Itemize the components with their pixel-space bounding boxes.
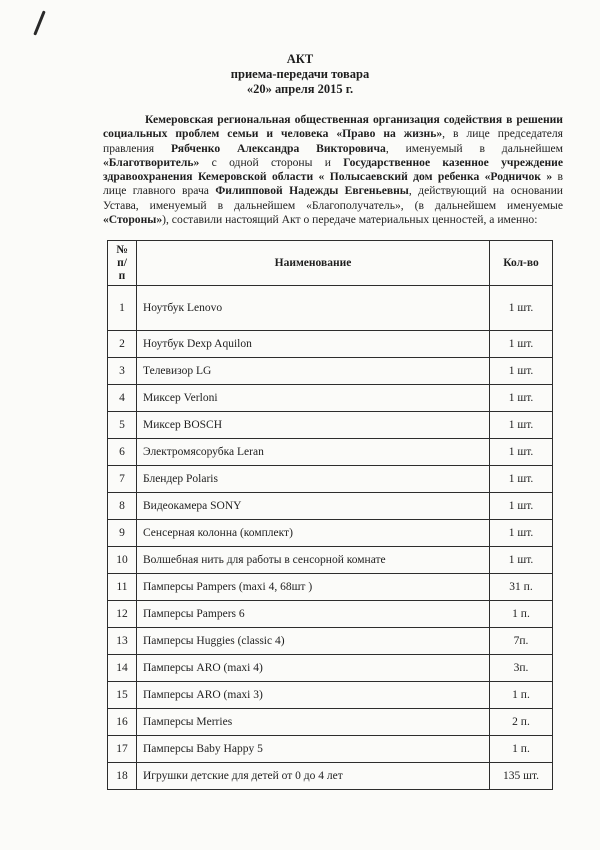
row-name: Видеокамера SONY: [137, 493, 490, 520]
row-num: 14: [108, 655, 137, 682]
row-qty: 31 п.: [490, 574, 553, 601]
row-name: Игрушки детские для детей от 0 до 4 лет: [137, 763, 490, 790]
document-title: АКТ: [286, 52, 314, 66]
row-qty: 1 шт.: [490, 286, 553, 331]
header-num: № п/п: [108, 241, 137, 286]
intro-segment: с одной стороны и: [199, 155, 344, 169]
row-num: 10: [108, 547, 137, 574]
row-qty: 7п.: [490, 628, 553, 655]
row-name: Электромясорубка Leran: [137, 439, 490, 466]
row-qty: 2 п.: [490, 709, 553, 736]
table-row: [108, 466, 553, 493]
table-row: [108, 574, 553, 601]
row-num: 13: [108, 628, 137, 655]
row-name: Памперсы Pampers (maxi 4, 68шт ): [137, 574, 490, 601]
row-qty: 1 шт.: [490, 385, 553, 412]
row-name: Телевизор LG: [137, 358, 490, 385]
table-row: [108, 358, 553, 385]
row-qty: 1 п.: [490, 601, 553, 628]
table-row: [108, 655, 553, 682]
row-num: 17: [108, 736, 137, 763]
row-name: Памперсы Baby Happy 5: [137, 736, 490, 763]
row-name: Ноутбук Lenovo: [137, 286, 490, 331]
row-num: 12: [108, 601, 137, 628]
table-row: [108, 763, 553, 790]
intro-segment: , в лице председателя правления: [103, 127, 563, 155]
row-name: Миксер Verloni: [137, 385, 490, 412]
table-row: [108, 493, 553, 520]
row-name: Сенсерная колонна (комплект): [137, 520, 490, 547]
intro-segment: , именуемый в дальнейшем: [385, 141, 563, 155]
row-qty: 135 шт.: [490, 763, 553, 790]
intro-segment: Кемеровская региональная общественная организация содействия в решении социальных проблем семьи и человека «Право на жизнь»: [103, 113, 563, 141]
row-qty: 1 шт.: [490, 412, 553, 439]
row-qty: 1 шт.: [490, 358, 553, 385]
table-row: [108, 601, 553, 628]
row-name: Памперсы Pampers 6: [137, 601, 490, 628]
row-num: 16: [108, 709, 137, 736]
row-name: Блендер Polaris: [137, 466, 490, 493]
row-name: Миксер BOSCH: [137, 412, 490, 439]
intro-segment: ), составили настоящий Акт о передаче материальных ценностей, а именно:: [162, 213, 538, 227]
table-row: [108, 439, 553, 466]
row-name: Ноутбук Dexp Aquilon: [137, 331, 490, 358]
document-date: «20» апреля 2015 г.: [246, 82, 354, 96]
row-name: Волшебная нить для работы в сенсорной комнате: [137, 547, 490, 574]
intro-segment: Государственное казенное учреждение здравоохранения Кемеровской области « Полысаевский дом ребенка «Родничок »: [103, 155, 563, 184]
table-row: [108, 736, 553, 763]
row-qty: 1 шт.: [490, 493, 553, 520]
row-name: Памперсы Huggies (classic 4): [137, 628, 490, 655]
row-num: 7: [108, 466, 137, 493]
table-row: [108, 331, 553, 358]
items-table: [107, 240, 553, 790]
table-row: [108, 628, 553, 655]
row-num: 15: [108, 682, 137, 709]
row-num: 18: [108, 763, 137, 790]
table-header-row: [108, 241, 553, 286]
table-row: [108, 412, 553, 439]
row-qty: 1 шт.: [490, 439, 553, 466]
header-qty: Кол-во: [490, 241, 553, 286]
row-name: Памперсы ARO (maxi 4): [137, 655, 490, 682]
row-qty: 1 п.: [490, 682, 553, 709]
header-name: Наименование: [137, 241, 490, 286]
row-num: 5: [108, 412, 137, 439]
table-row: [108, 682, 553, 709]
intro-paragraph: [103, 113, 563, 227]
row-name: Памперсы ARO (maxi 3): [137, 682, 490, 709]
intro-segment: , действующий на основании Устава, именуемый в дальнейшем «Благополучатель», (в дальнейшем именуемые: [103, 184, 564, 212]
intro-segment: «Благотворитель»: [103, 155, 200, 169]
row-num: 8: [108, 493, 137, 520]
row-num: 2: [108, 331, 137, 358]
table-row: [108, 385, 553, 412]
row-num: 9: [108, 520, 137, 547]
row-qty: 1 шт.: [490, 520, 553, 547]
table-row: [108, 286, 553, 331]
table-row: [108, 520, 553, 547]
row-qty: 1 п.: [490, 736, 553, 763]
intro-segment: Рябченко Александра Викторовича: [171, 141, 386, 155]
table-row: [108, 709, 553, 736]
row-num: 11: [108, 574, 137, 601]
row-qty: 1 шт.: [490, 331, 553, 358]
row-num: 4: [108, 385, 137, 412]
intro-segment: «Стороны»: [103, 213, 163, 227]
document-header: [0, 52, 600, 97]
table-row: [108, 547, 553, 574]
intro-segment: в лице главного врача: [103, 170, 563, 198]
document-subtitle: приема-передачи товара: [230, 67, 370, 81]
row-num: 6: [108, 439, 137, 466]
row-qty: 3п.: [490, 655, 553, 682]
row-num: 1: [108, 286, 137, 331]
intro-segment: Филипповой Надежды Евгеньевны: [215, 184, 409, 198]
row-num: 3: [108, 358, 137, 385]
row-name: Памперсы Merries: [137, 709, 490, 736]
handwritten-slash-mark: [33, 10, 46, 35]
row-qty: 1 шт.: [490, 466, 553, 493]
row-qty: 1 шт.: [490, 547, 553, 574]
